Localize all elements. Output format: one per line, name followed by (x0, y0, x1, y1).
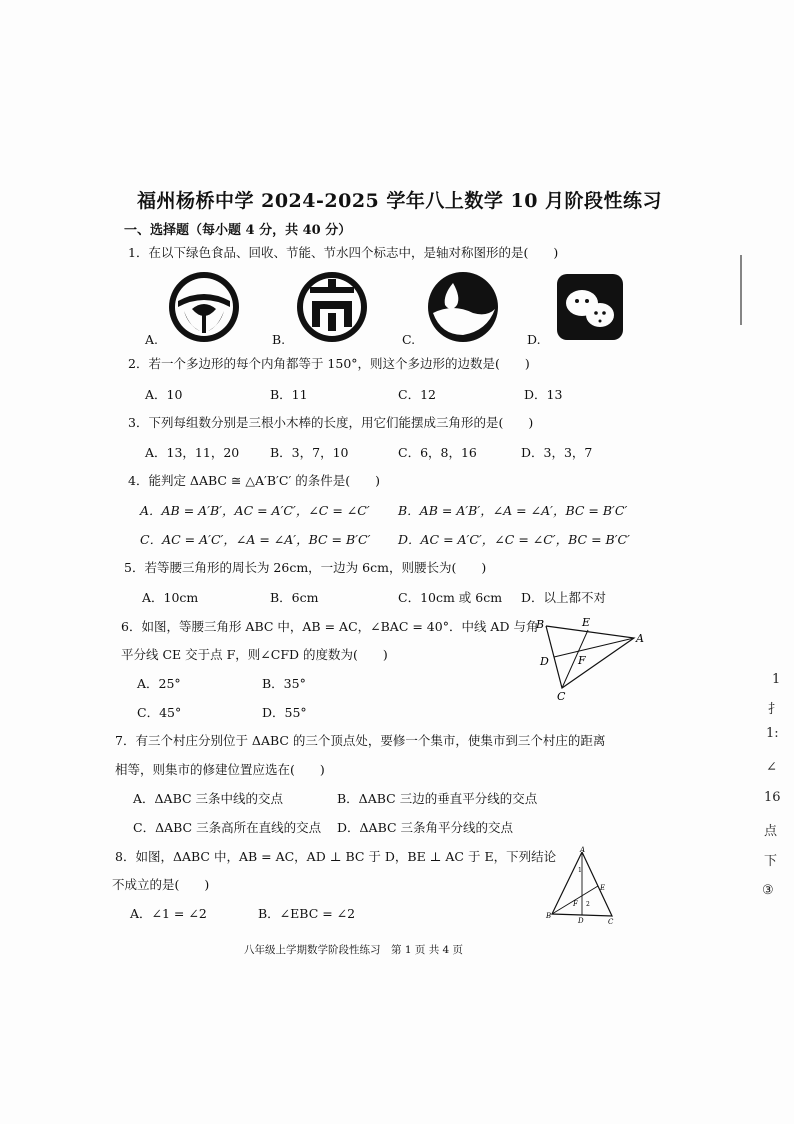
q4-option-d: D．AC = A′C′，∠C = ∠C′，BC = B′C′ (398, 532, 630, 547)
margin-fragment: ∠ (766, 760, 777, 775)
margin-fragment: 下 (764, 854, 778, 869)
question-2-stem: 2．若一个多边形的每个内角都等于 150°，则这个多边形的边数是( ) (128, 356, 530, 371)
q1-option-c-label: C. (402, 332, 416, 347)
q4-option-c: C．AC = A′C′，∠A = ∠A′，BC = B′C′ (140, 532, 371, 547)
margin-fragment: 扌 (768, 702, 782, 717)
q1-option-a-label: A. (145, 332, 159, 347)
figure-label-e: E (582, 616, 591, 629)
q1-option-b-label: B. (272, 332, 286, 347)
section-heading: 一、选择题（每小题 4 分，共 40 分） (124, 223, 352, 238)
q4-option-b: B．AB = A′B′，∠A = ∠A′，BC = B′C′ (398, 503, 628, 518)
question-1-stem: 1．在以下绿色食品、回收、节能、节水四个标志中，是轴对称图形的是( ) (128, 245, 559, 260)
q5-option-c: C．10cm 或 6cm (398, 590, 503, 605)
q1-logos (160, 267, 680, 347)
fig8-label-1: 1 (578, 867, 582, 874)
q6-option-a: A．25° (137, 676, 181, 691)
margin-fragment: 1 (772, 672, 781, 687)
question-5-stem: 5．若等腰三角形的周长为 26cm，一边为 6cm，则腰长为( ) (124, 560, 487, 575)
fig8-label-b: B (546, 912, 552, 920)
q3-option-a: A．13，11，20 (145, 445, 240, 460)
question-3-stem: 3．下列每组数分别是三根小木棒的长度，用它们能摆成三角形的是( ) (128, 415, 534, 430)
fig8-label-a: A (580, 846, 586, 854)
q2-option-d: D．13 (524, 387, 563, 402)
q6-option-c: C．45° (137, 705, 182, 720)
margin-fragment: 点 (764, 824, 778, 839)
q2-option-c: C．12 (398, 387, 436, 402)
water-saving-logo-icon (557, 274, 623, 340)
q5-option-d: D．以上都不对 (521, 590, 607, 605)
figure-label-a: A (636, 632, 644, 645)
question-7-line-1: 7．有三个村庄分别位于 ΔABC 的三个顶点处，要修一个集市，使集市到三个村庄的距离 (115, 733, 606, 748)
recycle-logo-icon (297, 272, 367, 342)
question-4-stem: 4．能判定 ΔABC ≅ △A′B′C′ 的条件是( ) (128, 473, 381, 488)
q6-triangle-figure (530, 614, 650, 704)
q3-option-c: C．6，8，16 (398, 445, 477, 460)
q7-option-a: A．ΔABC 三条中线的交点 (133, 791, 284, 806)
q7-option-b: B．ΔABC 三边的垂直平分线的交点 (337, 791, 538, 806)
q6-option-d: D．55° (262, 705, 307, 720)
figure-label-d: D (540, 655, 549, 668)
q5-option-b: B．6cm (270, 590, 319, 605)
fig8-label-c: C (608, 918, 614, 926)
q6-option-b: B．35° (262, 676, 306, 691)
fig8-label-f: F (573, 900, 578, 908)
page-title: 福州杨桥中学 2024-2025 学年八上数学 10 月阶段性练习 (137, 190, 663, 212)
question-8-line-1: 8．如图，ΔABC 中，AB = AC，AD ⊥ BC 于 D，BE ⊥ AC 于 E，下列结论 (115, 849, 557, 864)
question-8-line-2: 不成立的是( ) (112, 877, 210, 892)
q7-option-d: D．ΔABC 三条角平分线的交点 (337, 820, 514, 835)
q8-option-a: A．∠1 = ∠2 (130, 906, 207, 921)
q5-option-a: A．10cm (142, 590, 199, 605)
margin-fragment: ③ (762, 883, 774, 898)
figure-label-f: F (578, 654, 586, 667)
q2-option-a: A．10 (145, 387, 183, 402)
q1-option-d-label: D. (527, 332, 541, 347)
q2-option-b: B．11 (270, 387, 308, 402)
figure-label-b: B (536, 618, 545, 631)
green-food-logo-icon (169, 272, 239, 342)
q8-option-b: B．∠EBC = ∠2 (258, 906, 356, 921)
fig8-label-d: D (578, 917, 584, 925)
scan-edge-line (740, 255, 742, 325)
margin-fragment: 1: (766, 726, 779, 741)
q3-option-d: D．3，3，7 (521, 445, 593, 460)
page-footer: 八年级上学期数学阶段性练习 第 1 页 共 4 页 (244, 944, 464, 956)
margin-fragment: 16 (764, 790, 781, 805)
question-6-line-2: 平分线 CE 交于点 F，则∠CFD 的度数为( ) (121, 647, 388, 662)
question-7-line-2: 相等，则集市的修建位置应选在( ) (115, 762, 325, 777)
q8-triangle-figure (542, 844, 622, 926)
figure-label-c: C (557, 690, 566, 703)
fig8-label-2: 2 (586, 901, 590, 908)
q3-option-b: B．3，7，10 (270, 445, 349, 460)
fig8-label-e: E (600, 884, 606, 892)
q7-option-c: C．ΔABC 三条高所在直线的交点 (133, 820, 322, 835)
energy-saving-logo-icon (428, 272, 498, 342)
question-6-line-1: 6．如图，等腰三角形 ABC 中，AB = AC，∠BAC = 40°．中线 AD 与角 (121, 619, 539, 634)
q4-option-a: A．AB = A′B′，AC = A′C′，∠C = ∠C′ (140, 503, 370, 518)
